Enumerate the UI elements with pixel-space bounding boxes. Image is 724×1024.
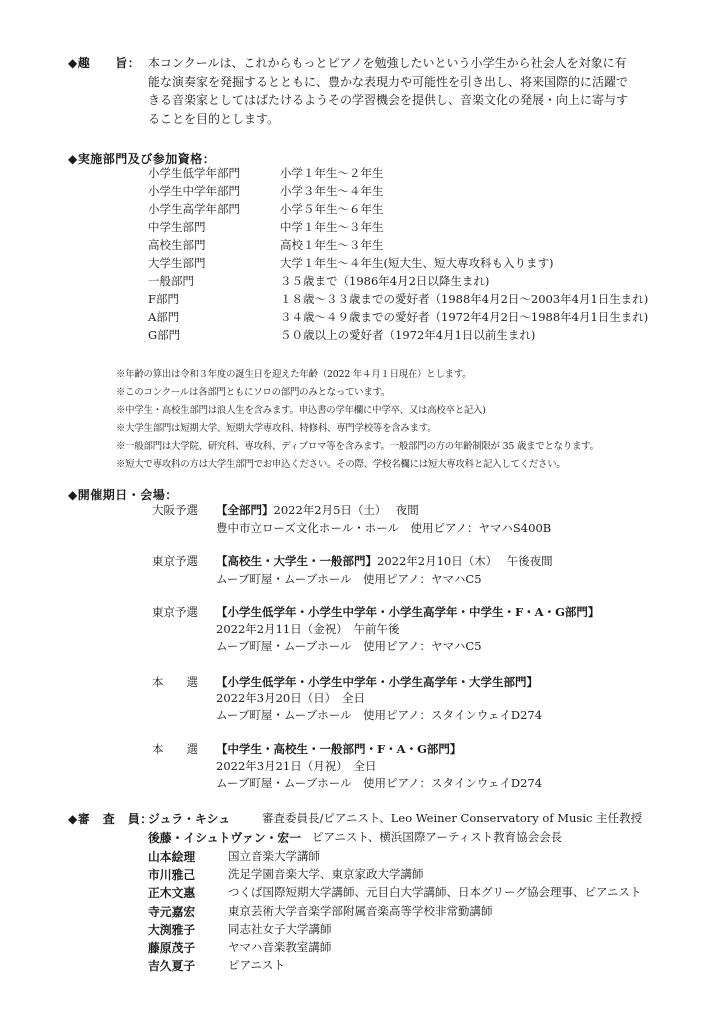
- purpose-line: きる音楽家としてはばたけるようその学習機会を提供し、音楽文化の発展・向上に寄与す: [148, 93, 629, 108]
- judge-role: ヤマハ音楽教室講師: [228, 940, 332, 954]
- division-eligibility: 高校１年生～３年生: [280, 238, 384, 252]
- division-name: F部門: [148, 292, 179, 306]
- judge-name: ジュラ・キシュ: [148, 812, 230, 826]
- judge-role: 審査委員長/ピアニスト、Leo Weiner Conservatory of Music 主任教授: [262, 811, 643, 825]
- division-name: 高校生部門: [148, 238, 206, 252]
- event-date: 2022年2月10日（木） 午後夜間: [377, 554, 553, 568]
- division-name: 中学生部門: [148, 220, 206, 234]
- event-date: 2022年3月21日（月祝） 全日: [216, 759, 377, 773]
- judge-role: つくば国際短期大学講師、元目白大学講師、日本グリーグ協会理事、ピアニスト: [228, 885, 642, 899]
- division-eligibility: 小学１年生～２年生: [280, 166, 384, 180]
- judge-name: 市川雅己: [148, 868, 196, 882]
- judges-heading: ◆審 査 員：: [68, 812, 153, 826]
- judge-name: 藤原茂子: [148, 941, 196, 955]
- event-date: 2022年3月20日（日） 全日: [216, 691, 365, 705]
- note-line: ※中学生・高校生部門は浪人生を含みます。申込書の学年欄に中学卒、又は高校卒と記入): [116, 405, 486, 416]
- division-eligibility: １８歳～３３歳までの愛好者（1988年4月2日～2003年4月1日生まれ): [280, 292, 649, 306]
- division-name: 小学生高学年部門: [148, 202, 240, 216]
- purpose-heading: ◆趣 旨：: [68, 56, 141, 70]
- purpose-text: [148, 54, 693, 128]
- event-round: 本 選: [152, 675, 198, 689]
- division-eligibility: ５０歳以上の愛好者（1972年4月1日以前生まれ): [280, 328, 536, 342]
- purpose-line: 能な演奏家を発掘するとともに、豊かな表現力や可能性を引き出し、将来国際的に活躍で: [148, 74, 629, 89]
- event-title: 【高校生・大学生・一般部門】: [216, 554, 377, 568]
- event-date: 2022年2月5日（土） 夜間: [273, 503, 419, 517]
- division-eligibility: 中学１年生～３年生: [280, 220, 384, 234]
- event-venue: ムーブ町屋・ムーブホール 使用ピアノ：スタインウェイD274: [216, 776, 543, 790]
- event-venue: ムーブ町屋・ムーブホール 使用ピアノ：ヤマハC5: [216, 639, 482, 653]
- purpose-line: 本コンクールは、これからもっとピアノを勉強したいという小学生から社会人を対象に有: [148, 56, 627, 70]
- event-title: 【小学生低学年・小学生中学年・小学生高学年・大学生部門】: [216, 675, 538, 689]
- event-round: 大阪予選: [152, 503, 198, 517]
- judge-name: 後藤・イシュトヴァン・宏一: [148, 831, 302, 845]
- division-eligibility: 小学５年生～６年生: [280, 202, 384, 216]
- event-date: 2022年2月11日（金祝） 午前午後: [216, 622, 400, 636]
- division-eligibility: 小学３年生～４年生: [280, 184, 384, 198]
- judge-role: 洗足学園音楽大学、東京家政大学講師: [228, 867, 424, 881]
- note-line: ※年齢の算出は令和３年度の誕生日を迎えた年齢（2022 年４月１日現在）とします。: [116, 369, 472, 380]
- judge-role: 東京芸術大学音楽学部附属音楽高等学校非常勤講師: [228, 904, 493, 918]
- note-line: ※このコンクールは各部門ともにソロの部門のみとなっています。: [116, 387, 391, 398]
- judge-name: 大渕雅子: [148, 923, 196, 937]
- event-venue: 豊中市立ローズ文化ホール・ホール 使用ピアノ：ヤマハS400B: [216, 521, 552, 535]
- event-title: 【中学生・高校生・一般部門・F・A・G部門】: [216, 742, 462, 756]
- event-title-line: [216, 741, 461, 757]
- event-title-line: [216, 674, 538, 690]
- division-name: 大学生部門: [148, 256, 206, 270]
- division-eligibility: 大学１年生～４年生(短大生、短大専攻科も入ります): [280, 256, 554, 270]
- event-title: 【全部門】: [216, 503, 274, 517]
- divisions-heading: ◆実施部門及び参加資格：: [68, 152, 216, 166]
- judge-name: 寺元嘉宏: [148, 905, 196, 919]
- division-name: G部門: [148, 328, 181, 342]
- judge-role: ピアニスト、横浜国際アーティスト教育協会会長: [312, 830, 563, 844]
- event-venue: ムーブ町屋・ムーブホール 使用ピアノ：ヤマハC5: [216, 572, 482, 586]
- judge-role: 同志社女子大学講師: [228, 922, 332, 936]
- purpose-line: ることを目的とします。: [148, 111, 280, 126]
- note-line: ※一般部門は大学院、研究科、専攻科、ディプロマ等を含みます。一般部門の方の年齢制限が 35 歳までとなります。: [116, 441, 599, 452]
- judge-name: 正木文惠: [148, 886, 196, 900]
- judge-name: 山本絵理: [148, 850, 196, 864]
- division-name: 小学生低学年部門: [148, 166, 240, 180]
- event-title-line: [216, 604, 599, 620]
- judge-name: 吉久夏子: [148, 959, 196, 973]
- event-round: 東京予選: [152, 605, 198, 619]
- division-eligibility: ３５歳まで（1986年4月2日以降生まれ): [280, 274, 490, 288]
- division-name: A部門: [148, 310, 180, 324]
- event-title-line: [216, 553, 553, 569]
- event-round: 本 選: [152, 742, 198, 756]
- judge-role: 国立音楽大学講師: [228, 849, 320, 863]
- event-title: 【小学生低学年・小学生中学年・小学生高学年・中学生・F・A・G部門】: [216, 605, 600, 619]
- division-name: 一般部門: [148, 274, 194, 288]
- note-line: ※短大で専攻科の方は大学生部門でお申込ください。その際、学校名欄には短大専攻科と記入してください。: [116, 459, 566, 470]
- note-line: ※大学生部門は短期大学、短期大学専攻科、特修科、専門学校等を含みます。: [116, 423, 437, 434]
- schedule-heading: ◆開催期日・会場：: [68, 488, 178, 502]
- division-eligibility: ３４歳～４９歳までの愛好者（1972年4月2日～1988年4月1日生まれ): [280, 310, 649, 324]
- judge-role: ピアニスト: [228, 958, 285, 972]
- event-round: 東京予選: [152, 554, 198, 568]
- division-name: 小学生中学年部門: [148, 184, 240, 198]
- event-venue: ムーブ町屋・ムーブホール 使用ピアノ：スタインウェイD274: [216, 708, 543, 722]
- event-title-line: [216, 502, 419, 518]
